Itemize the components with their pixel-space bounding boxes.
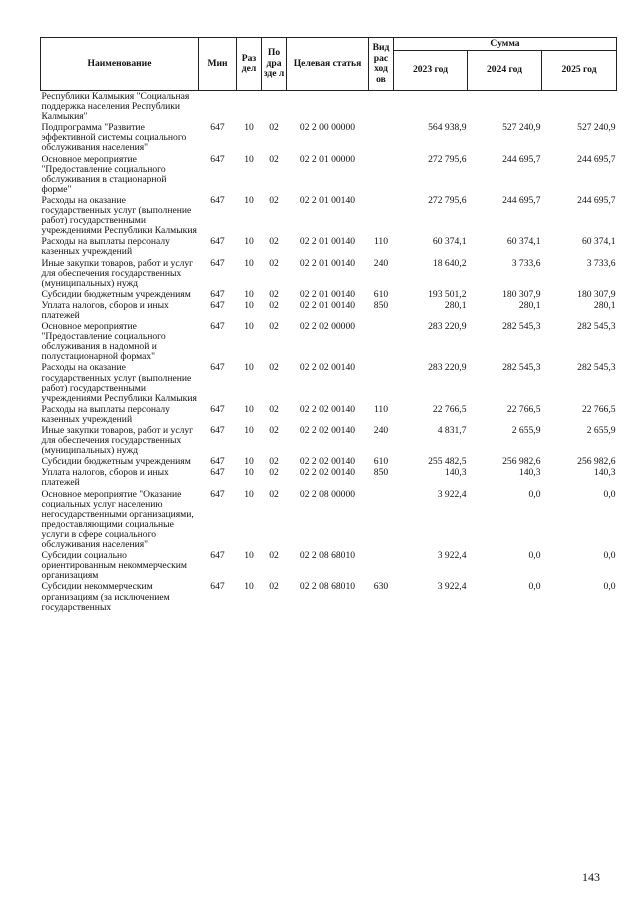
row-razdel: 10	[244, 194, 254, 206]
row-podrazdel: 02	[269, 581, 279, 593]
row-2023: 60 374,1	[432, 236, 467, 248]
row-vid: 850	[373, 299, 389, 311]
row-podrazdel: 02	[269, 321, 279, 333]
row-name: Основное мероприятие "Оказание социальных услуг населению негосударственными организациями, предоставляющими социальные услуги в сфере социального обслуживания населения"	[41, 488, 194, 551]
row-target: 02 2 02 00000	[299, 321, 356, 333]
table-row	[41, 236, 617, 257]
row-min: 647	[210, 403, 225, 415]
row-2024: 0,0	[528, 488, 541, 500]
row-name: Иные закупки товаров, работ и услуг для обеспечения государственных (муниципальных) нужд	[41, 425, 194, 457]
row-2024: 180 307,9	[502, 288, 541, 300]
row-podrazdel: 02	[269, 488, 279, 500]
row-target: 02 2 01 00140	[299, 257, 356, 269]
row-2023: 140,3	[444, 467, 467, 479]
row-podrazdel: 02	[269, 236, 279, 248]
table-row	[41, 404, 617, 425]
row-2023: 3 922,4	[437, 550, 467, 562]
row-razdel: 10	[244, 403, 254, 415]
table-row	[41, 581, 617, 612]
row-2024: 3 733,6	[511, 257, 541, 269]
row-name: Основное мероприятие "Предоставление социального обслуживания в надомной и полустационарной формах"	[41, 321, 166, 363]
row-target: 02 2 00 00000	[299, 122, 356, 134]
table-row	[41, 91, 617, 123]
row-target: 02 2 01 00000	[299, 153, 356, 165]
row-2024: 282 545,3	[502, 362, 541, 374]
row-2024: 22 766,5	[506, 403, 541, 415]
row-2025: 527 240,9	[577, 122, 616, 134]
row-min	[199, 91, 237, 123]
row-2023: 193 501,2	[428, 288, 467, 300]
row-target: 02 2 01 00140	[299, 236, 356, 248]
row-2025: 282 545,3	[577, 362, 616, 374]
row-razdel: 10	[244, 153, 254, 165]
row-vid	[369, 550, 394, 581]
row-min: 647	[210, 321, 225, 333]
row-2025: 244 695,7	[577, 153, 616, 165]
row-target: 02 2 02 00140	[299, 403, 356, 415]
row-razdel: 10	[244, 321, 254, 333]
row-vid	[369, 321, 394, 362]
row-2025	[542, 91, 617, 123]
row-name: Расходы на оказание государственных услуг (выполнение работ) государственными учреждениями Республики Калмыкия	[41, 362, 197, 404]
row-name: Подпрограмма "Развитие эффективной системы социального обслуживания населения"	[41, 122, 187, 154]
row-vid: 110	[373, 236, 389, 248]
row-razdel: 10	[244, 257, 254, 269]
row-2024: 280,1	[518, 299, 541, 311]
row-2023: 255 482,5	[428, 456, 467, 468]
header-name: Наименование	[41, 38, 199, 91]
row-vid: 610	[373, 456, 389, 468]
row-min: 647	[210, 362, 225, 374]
row-vid	[369, 91, 394, 123]
row-min: 647	[210, 122, 225, 134]
row-name: Субсидии социально ориентированным некоммерческим организациям	[41, 550, 187, 582]
row-podrazdel: 02	[269, 288, 279, 300]
budget-table	[40, 37, 617, 613]
row-podrazdel: 02	[269, 122, 279, 134]
row-min: 647	[210, 236, 225, 248]
row-2025: 0,0	[603, 550, 616, 562]
row-2024: 0,0	[528, 581, 541, 593]
row-2025: 282 545,3	[577, 321, 616, 333]
header-vid: Вид рас ход ов	[369, 38, 394, 91]
row-min: 647	[210, 550, 225, 562]
row-razdel: 10	[244, 581, 254, 593]
row-razdel: 10	[244, 122, 254, 134]
row-min: 647	[210, 425, 225, 436]
table-row	[41, 195, 617, 236]
row-vid: 240	[373, 425, 389, 436]
row-min: 647	[210, 581, 225, 593]
row-name: Субсидии некоммерческим организациям (за исключением государственных	[41, 581, 170, 613]
row-2025: 60 374,1	[581, 236, 616, 248]
row-name: Иные закупки товаров, работ и услуг для обеспечения государственных (муниципальных) нужд	[41, 257, 194, 289]
row-target: 02 2 08 68010	[299, 550, 356, 562]
row-2025: 22 766,5	[581, 403, 616, 415]
row-name: Субсидии бюджетным учреждениям	[41, 288, 191, 300]
row-target: 02 2 08 00000	[299, 488, 356, 500]
row-name: Уплата налогов, сборов и иных платежей	[41, 467, 169, 489]
row-razdel: 10	[244, 299, 254, 311]
header-target: Целевая статья	[287, 38, 369, 91]
row-target: 02 2 02 00140	[299, 362, 356, 374]
row-vid: 240	[373, 257, 389, 269]
table-row	[41, 425, 617, 456]
row-2025: 256 982,6	[577, 456, 616, 468]
row-2023: 283 220,9	[428, 321, 467, 333]
row-podrazdel: 02	[269, 456, 279, 468]
row-name: Субсидии бюджетным учреждениям	[41, 456, 191, 468]
row-2025: 2 655,9	[586, 425, 616, 436]
table-row	[41, 154, 617, 195]
row-2023: 3 922,4	[437, 581, 467, 593]
row-podrazdel: 02	[269, 153, 279, 165]
row-vid: 110	[373, 403, 389, 415]
row-name: Расходы на оказание государственных услуг (выполнение работ) государственными учреждениями Республики Калмыкия	[41, 194, 197, 237]
row-razdel: 10	[244, 456, 254, 468]
row-2023: 272 795,6	[428, 194, 467, 206]
row-2025: 244 695,7	[577, 194, 616, 206]
row-target	[287, 91, 369, 123]
row-target: 02 2 01 00140	[299, 299, 356, 311]
row-2024: 0,0	[528, 550, 541, 562]
row-2023: 18 640,2	[432, 257, 467, 269]
row-min: 647	[210, 456, 225, 468]
row-razdel: 10	[244, 467, 254, 479]
row-vid: 630	[373, 581, 389, 593]
row-min: 647	[210, 257, 225, 269]
row-target: 02 2 01 00140	[299, 288, 356, 300]
row-razdel: 10	[244, 488, 254, 500]
table-row	[41, 289, 617, 300]
row-2023: 4 831,7	[437, 425, 467, 436]
row-2023: 564 938,9	[428, 122, 467, 134]
row-razdel: 10	[244, 236, 254, 248]
row-podrazdel: 02	[269, 425, 279, 436]
table-row	[41, 489, 617, 551]
row-2024: 60 374,1	[506, 236, 541, 248]
row-2023: 272 795,6	[428, 153, 467, 165]
row-podrazdel: 02	[269, 299, 279, 311]
row-2023	[394, 91, 468, 123]
row-target: 02 2 08 68010	[299, 581, 356, 593]
table-row	[41, 467, 617, 488]
header-podrazdel: По дра зде л	[262, 38, 287, 91]
table-row	[41, 258, 617, 289]
row-podrazdel: 02	[269, 362, 279, 374]
row-target: 02 2 01 00140	[299, 194, 356, 206]
row-podrazdel: 02	[269, 467, 279, 479]
row-name: Расходы на выплаты персоналу казенных учреждений	[41, 403, 170, 425]
row-2023: 283 220,9	[428, 362, 467, 374]
row-min: 647	[210, 299, 225, 311]
page-number: 143	[582, 870, 600, 884]
row-2025: 0,0	[603, 488, 616, 500]
row-razdel	[237, 91, 262, 123]
row-2024: 2 655,9	[511, 425, 541, 436]
row-podrazdel	[262, 91, 287, 123]
row-podrazdel: 02	[269, 403, 279, 415]
row-2023: 3 922,4	[437, 488, 467, 500]
table-row	[41, 122, 617, 153]
row-2025: 3 733,6	[586, 257, 616, 269]
table-body	[41, 91, 617, 613]
row-2025: 280,1	[593, 299, 616, 311]
row-2024: 244 695,7	[502, 194, 541, 206]
row-name: Основное мероприятие "Предоставление социального обслуживания в стационарной форме"	[41, 153, 167, 195]
row-2024: 256 982,6	[502, 456, 541, 468]
header-razdel: Раз дел	[237, 38, 262, 91]
row-vid: 850	[373, 467, 389, 479]
row-vid	[369, 154, 394, 195]
row-razdel: 10	[244, 362, 254, 374]
row-target: 02 2 02 00140	[299, 456, 356, 468]
header-2025: 2025 год	[542, 51, 617, 91]
row-2024: 527 240,9	[502, 122, 541, 134]
row-name: Расходы на выплаты персоналу казенных учреждений	[41, 236, 170, 258]
row-2023: 22 766,5	[432, 403, 467, 415]
row-vid	[369, 362, 394, 403]
table-header	[41, 38, 617, 91]
row-vid	[369, 195, 394, 236]
row-vid	[369, 122, 394, 153]
header-min: Мин	[199, 38, 237, 91]
row-min: 647	[210, 288, 225, 300]
row-min: 647	[210, 467, 225, 479]
table-row	[41, 362, 617, 403]
row-2025: 0,0	[603, 581, 616, 593]
row-min: 647	[210, 488, 225, 500]
row-podrazdel: 02	[269, 194, 279, 206]
row-2025: 180 307,9	[577, 288, 616, 300]
row-podrazdel: 02	[269, 257, 279, 269]
header-2024: 2024 год	[468, 51, 542, 91]
row-name: Уплата налогов, сборов и иных платежей	[41, 299, 169, 321]
header-2023: 2023 год	[394, 51, 468, 91]
row-min: 647	[210, 153, 225, 165]
table-row	[41, 456, 617, 467]
table-row	[41, 321, 617, 362]
row-2024	[468, 91, 542, 123]
header-sum: Сумма	[394, 38, 617, 51]
row-2024: 282 545,3	[502, 321, 541, 333]
row-vid: 610	[373, 288, 389, 300]
row-target: 02 2 02 00140	[299, 425, 356, 436]
row-2024: 140,3	[518, 467, 541, 479]
row-razdel: 10	[244, 550, 254, 562]
table-row	[41, 300, 617, 321]
row-2025: 140,3	[593, 467, 616, 479]
row-target: 02 2 02 00140	[299, 467, 356, 479]
row-vid	[369, 489, 394, 551]
row-min: 647	[210, 194, 225, 206]
row-razdel: 10	[244, 288, 254, 300]
row-name: Республики Калмыкия "Социальная поддержка населения Республики Калмыкия"	[41, 91, 190, 123]
row-2023: 280,1	[444, 299, 467, 311]
table-row	[41, 550, 617, 581]
row-podrazdel: 02	[269, 550, 279, 562]
row-razdel: 10	[244, 425, 254, 436]
row-2024: 244 695,7	[502, 153, 541, 165]
